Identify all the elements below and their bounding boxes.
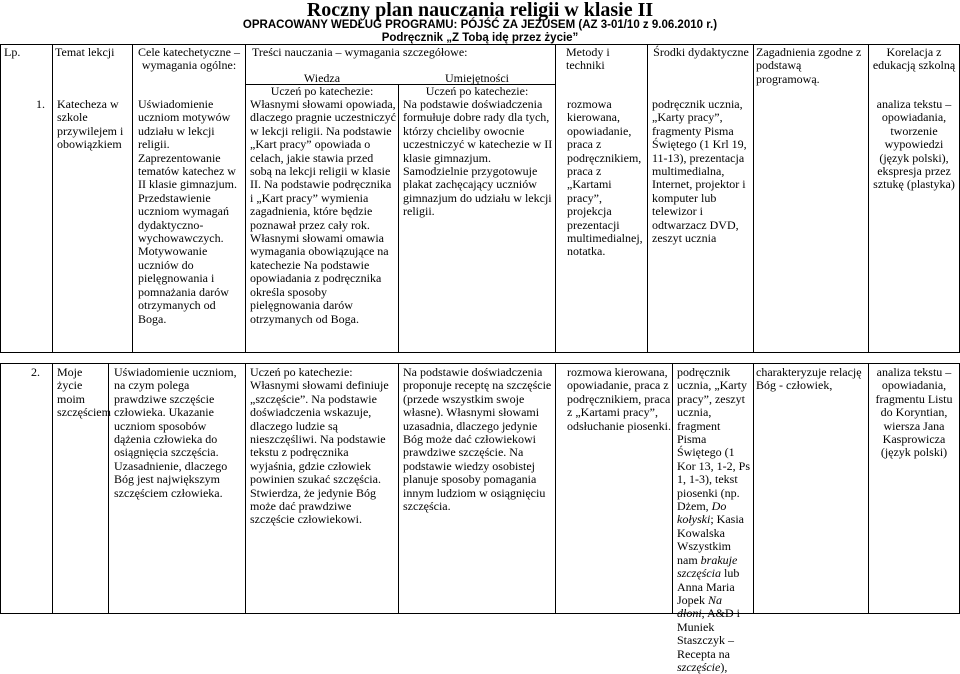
page-title: Roczny plan nauczania religii w klasie II: [306, 0, 654, 21]
row-correlation: analiza tekstu – opowiadania, tworzenie wypowiedzi (język polski), ekspresja przez sztukę (plastyka): [873, 97, 955, 192]
row-skills: Na podstawie doświadczenia formułuje dobre rady dla tych, którzy chcieliby owocnie uczestniczyć w katechezie w II klasie gimnazjum. Samodzielnie przygotowuje plakat zachęcający uczniów gimnazjum do udziału w lekcji religii.: [403, 97, 553, 219]
row-topic: Moje życie moim szczęściem: [57, 365, 111, 420]
header-lp: Lp.: [4, 45, 21, 59]
row-lp: 1.: [36, 97, 45, 111]
row-skills: Na podstawie doświadczenia proponuje receptę na szczęście (przede wszystkim swoje własne). Własnymi słowami uzasadnia, dlaczego jedynie Bóg może dać człowiekowi prawdziwe szczęście. Na podstawie wiedzy osobistej planuje sposoby pomagania innym ludziom w osiągnięciu szczęścia.: [403, 365, 552, 514]
header-skills-sub: Uczeń po katechezie:: [425, 84, 529, 98]
header-curriculum: Zagadnienia zgodne z podstawą programową.: [756, 45, 862, 86]
header-methods: Metody i techniki: [566, 45, 610, 73]
header-content: Treści nauczania – wymagania szczegółowe:: [252, 45, 468, 59]
header-knowledge: Wiedza: [303, 71, 341, 85]
textbook-line: Podręcznik „Z Tobą idę przez życie”: [381, 32, 579, 44]
row-knowledge: Uczeń po katechezie: Własnymi słowami definiuje „szczęście”. Na podstawie doświadczenia wskazuje, dlaczego ludzie są nieszczęśliwi. Na podstawie tekstu z podręcznika wyjaśnia, gdzie człowiek powinien szukać szczęścia. Stwierdza, że jedynie Bóg może dać prawdziwe szczęście człowiekowi.: [250, 365, 389, 527]
row-methods: rozmowa kierowana, opowiadanie, praca z podręcznikiem, praca z „Kartami pracy”, projekcja prezentacji multimedialnej, notatka.: [567, 97, 643, 259]
header-resources: Środki dydaktyczne: [653, 45, 749, 59]
program-line: OPRACOWANY WEDŁUG PROGRAMU: PÓJŚĆ ZA JEZUSEM (AZ 3-01/10 z 9.06.2010 r.): [242, 19, 718, 31]
row-topic: Katecheza w szkole przywilejem i obowiązkiem: [57, 97, 124, 152]
header-knowledge-sub: Uczeń po katechezie:: [270, 84, 374, 98]
row-lp: 2.: [31, 365, 40, 379]
header-goals: Cele katechetyczne – wymagania ogólne:: [138, 45, 240, 73]
header-correlation: Korelacja z edukacją szkolną: [872, 45, 956, 73]
row-curriculum: charakteryzuje relację Bóg - człowiek,: [756, 365, 862, 393]
row-correlation: analiza tekstu – opowiadania, fragmentu Listu do Koryntian, wiersza Jana Kasprowicza (język polski): [875, 365, 953, 460]
row-goals: Uświadomienie uczniom, na czym polega prawdziwe szczęście człowieka. Ukazanie uczniom sposobów dążenia człowieka do osiągnięcia szczęścia. Uzasadnienie, dlaczego Bóg jest największym szczęściem człowieka.: [114, 365, 237, 500]
row-goals: Uświadomienie uczniom motywów udziału w lekcji religii. Zaprezentowanie tematów katechez w II klasie gimnazjum. Przedstawienie uczniom wymagań dydaktyczno-wychowawczych. Motywowanie uczniów do pielęgnowania i pomnażania darów otrzymanych od Boga.: [138, 97, 237, 326]
row-knowledge: Własnymi słowami opowiada, dlaczego pragnie uczestniczyć w lekcji religii. Na podstawie „Kart pracy” opowiada o celach, jakie stawia przed sobą na lekcji religii w klasie II. Na podstawie podręcznika i „Kart pracy” wymienia zagadnienia, które będzie poznawał przez cały rok. Własnymi słowami omawia wymagania obowiązujące na katechezie Na podstawie opowiadania z podręcznika określa sposoby pielęgnowania darów otrzymanych od Boga.: [250, 97, 396, 326]
row-resources: podręcznik ucznia, „Karty pracy”, fragmenty Pisma Świętego (1 Krl 19, 11-13), prezentacja multimedialna, Internet, projektor i komputer lub telewizor i odtwarzacz DVD, zeszyt ucznia: [652, 97, 747, 246]
row-methods: rozmowa kierowana, opowiadanie, praca z podręcznikiem, praca z „Kartami pracy”, odsłuchanie piosenki.: [567, 365, 671, 433]
header-topic: Temat lekcji: [55, 45, 115, 59]
row-resources: podręcznik ucznia, „Karty pracy”, zeszyt ucznia, fragment Pisma Świętego (1 Kor 13, 1-2, Ps 1, 1-3), tekst piosenki (np. Dżem, Do kołyski; Kasia Kowalska Wszystkim nam brakuje szczęścia lub Anna Maria Jopek Na dłoni, A&D i Muniek Staszczyk – Recepta na szczęście),: [677, 365, 751, 674]
header-skills: Umiejętności: [445, 71, 509, 85]
